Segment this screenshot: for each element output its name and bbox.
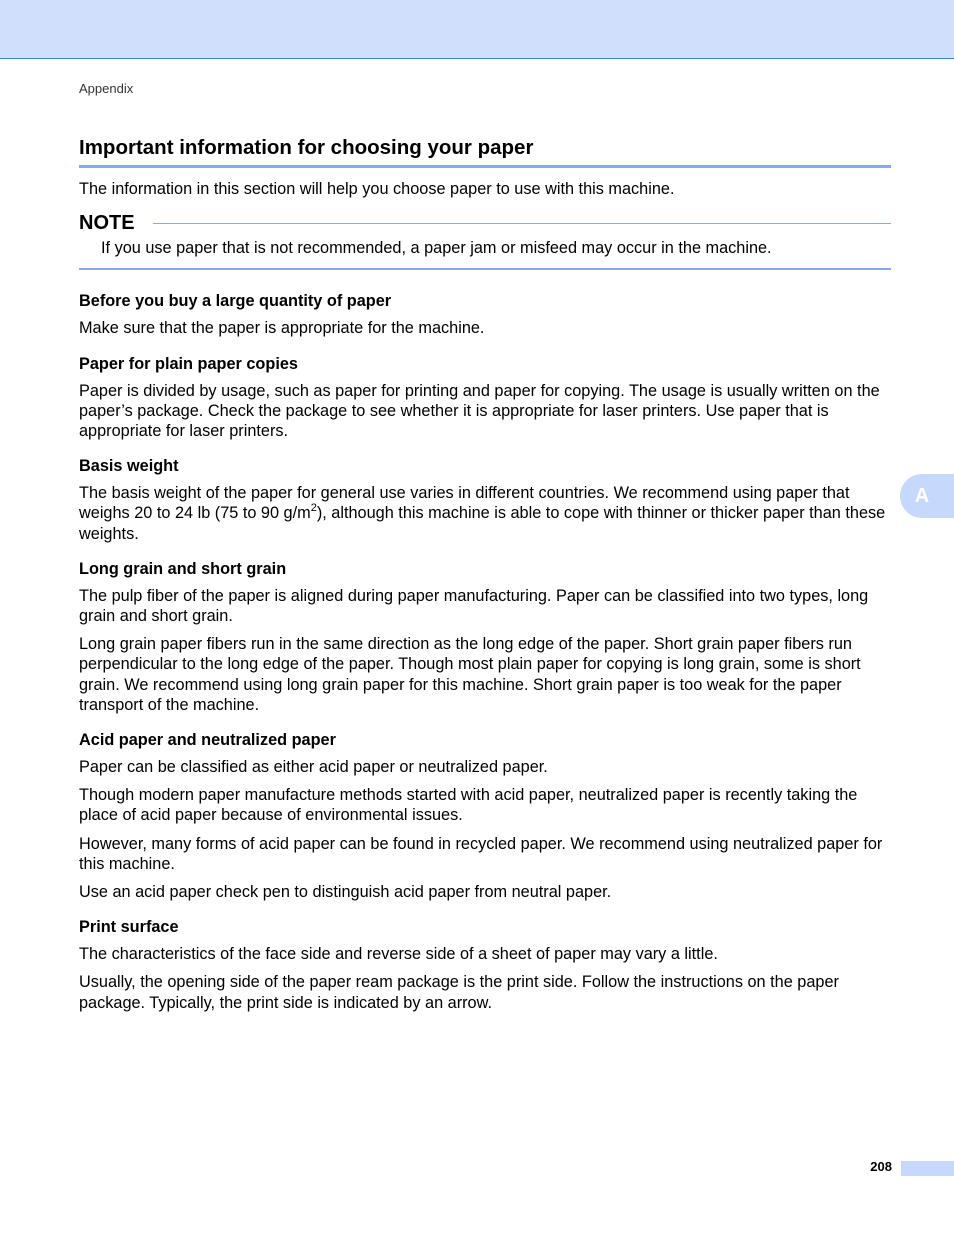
section-paragraph: Paper is divided by usage, such as paper for printing and paper for copying. The usage is usually written on the paper’s package. Check the package to see whether it is appropriate for laser printers. Use paper that is appropriate for laser printers. bbox=[79, 381, 880, 441]
section-heading: Before you buy a large quantity of paper bbox=[79, 292, 392, 311]
section-before-you-buy bbox=[79, 291, 891, 338]
superscript-two: 2 bbox=[310, 502, 317, 515]
basis-weight-text-after: ), although this machine is able to cope with thinner or thicker paper than these weights. bbox=[79, 504, 886, 543]
header-band bbox=[0, 0, 954, 59]
section-paragraph: Paper can be classified as either acid paper or neutralized paper. bbox=[79, 758, 548, 777]
basis-weight-text-before: The basis weight of the paper for general use varies in different countries. We recommend using paper that weighs 20 to 24 lb (75 to 90 g/m bbox=[79, 484, 850, 523]
note-header bbox=[79, 211, 891, 235]
page-content bbox=[79, 136, 891, 1028]
note-box bbox=[79, 211, 891, 270]
section-paragraph: However, many forms of acid paper can be found in recycled paper. We recommend using neutralized paper for this machine. bbox=[79, 834, 883, 873]
section-grain bbox=[79, 559, 891, 715]
section-paragraph: The characteristics of the face side and reverse side of a sheet of paper may vary a little. bbox=[79, 945, 718, 964]
section-paragraph: Usually, the opening side of the paper ream package is the print side. Follow the instructions on the paper package. Typically, the print side is indicated by an arrow. bbox=[79, 973, 839, 1012]
section-heading: Basis weight bbox=[79, 457, 179, 476]
section-basis-weight bbox=[79, 456, 891, 544]
section-plain-paper-copies bbox=[79, 354, 891, 442]
section-paragraph: Though modern paper manufacture methods started with acid paper, neutralized paper is recently taking the place of acid paper because of environmental issues. bbox=[79, 786, 858, 825]
section-paragraph bbox=[79, 483, 891, 544]
section-print-surface bbox=[79, 917, 891, 1013]
section-paragraph: Long grain paper fibers run in the same direction as the long edge of the paper. Short grain paper fibers run perpendicular to the long edge of the paper. Though most plain paper for copying is long grain, some is short grain. We recommend using long grain paper for this machine. Short grain paper is too weak for the paper transport of the machine. bbox=[79, 635, 861, 714]
page-title: Important information for choosing your paper bbox=[79, 136, 891, 168]
section-acid-paper bbox=[79, 730, 891, 902]
section-heading: Long grain and short grain bbox=[79, 559, 287, 578]
note-rule bbox=[153, 223, 891, 224]
section-paragraph: Make sure that the paper is appropriate for the machine. bbox=[79, 319, 485, 338]
section-paragraph: Use an acid paper check pen to distinguish acid paper from neutral paper. bbox=[79, 883, 612, 902]
note-text: If you use paper that is not recommended, a paper jam or misfeed may occur in the machine. bbox=[101, 239, 772, 258]
page-number-bar bbox=[901, 1161, 954, 1176]
intro-paragraph: The information in this section will help you choose paper to use with this machine. bbox=[79, 180, 675, 198]
section-paragraph: The pulp fiber of the paper is aligned during paper manufacturing. Paper can be classified into two types, long grain and short grain. bbox=[79, 586, 869, 626]
section-heading: Print surface bbox=[79, 918, 179, 937]
section-heading: Acid paper and neutralized paper bbox=[79, 731, 336, 750]
note-label: NOTE bbox=[79, 211, 135, 234]
running-head: Appendix bbox=[79, 81, 134, 96]
section-heading: Paper for plain paper copies bbox=[79, 354, 298, 373]
page-number: 208 bbox=[870, 1159, 892, 1174]
appendix-side-tab: A bbox=[900, 474, 954, 518]
